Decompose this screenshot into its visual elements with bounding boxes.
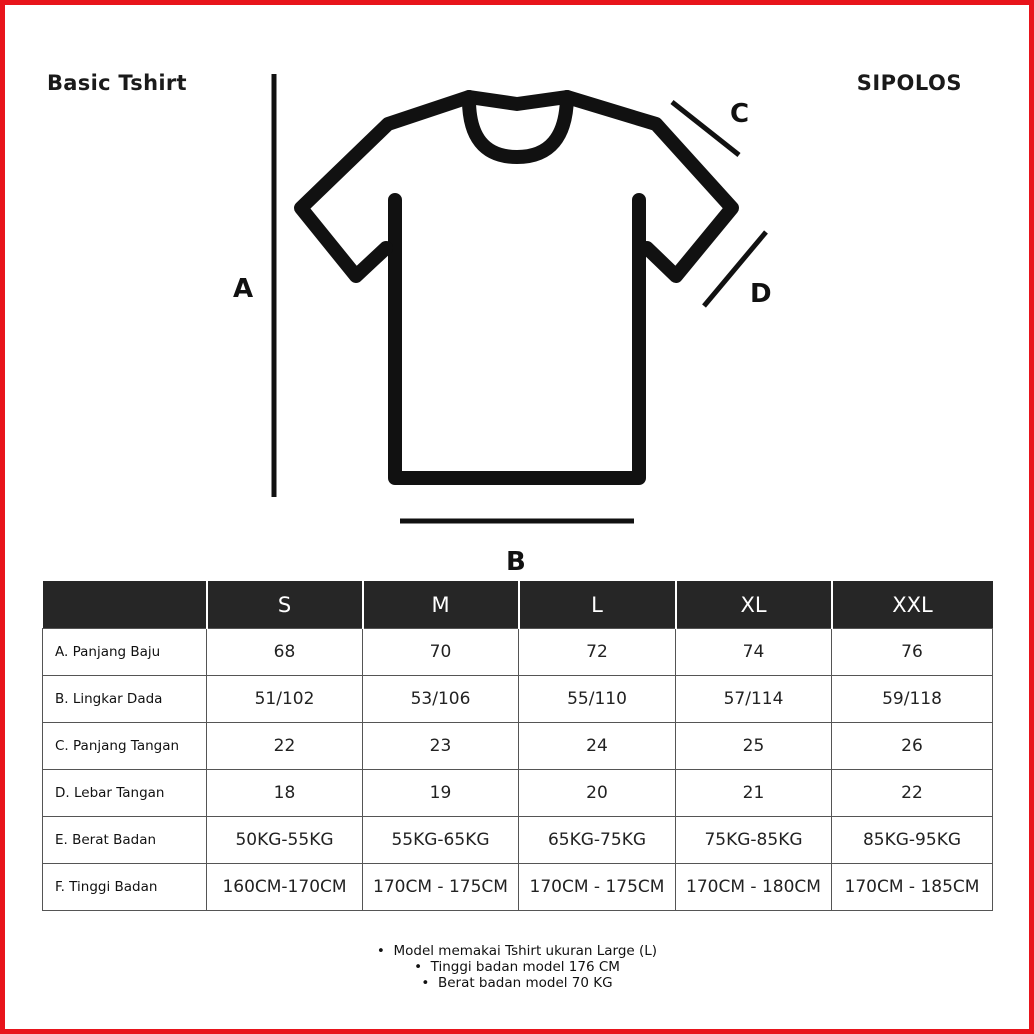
table-cell: 65KG-75KG xyxy=(519,817,676,864)
size-chart-table xyxy=(42,581,993,911)
table-cell: 70 xyxy=(363,629,519,676)
label-b: B xyxy=(506,547,526,577)
row-label: F. Tinggi Badan xyxy=(43,864,207,911)
table-row xyxy=(43,770,993,817)
header-empty-cell xyxy=(43,581,207,629)
table-row xyxy=(43,864,993,911)
table-cell: 25 xyxy=(676,723,832,770)
note-item: • Model memakai Tshirt ukuran Large (L) xyxy=(0,943,1034,959)
table-cell: 51/102 xyxy=(207,676,363,723)
row-label: E. Berat Badan xyxy=(43,817,207,864)
header-size-m: M xyxy=(363,581,519,629)
note-item: • Tinggi badan model 176 CM xyxy=(0,959,1034,975)
table-cell: 22 xyxy=(207,723,363,770)
table-cell: 74 xyxy=(676,629,832,676)
table-cell: 22 xyxy=(832,770,993,817)
table-cell: 21 xyxy=(676,770,832,817)
table-row xyxy=(43,817,993,864)
table-cell: 26 xyxy=(832,723,993,770)
table-cell: 55/110 xyxy=(519,676,676,723)
label-c: C xyxy=(730,99,750,129)
note-item: • Berat badan model 70 KG xyxy=(0,975,1034,991)
table-cell: 170CM - 185CM xyxy=(832,864,993,911)
table-row xyxy=(43,723,993,770)
header-size-l: L xyxy=(519,581,676,629)
header-size-xl: XL xyxy=(676,581,832,629)
table-cell: 57/114 xyxy=(676,676,832,723)
label-a: A xyxy=(233,274,254,304)
header-size-xxl: XXL xyxy=(832,581,993,629)
model-notes xyxy=(0,943,1034,991)
table-cell: 160CM-170CM xyxy=(207,864,363,911)
table-cell: 53/106 xyxy=(363,676,519,723)
table-cell: 19 xyxy=(363,770,519,817)
table-cell: 170CM - 175CM xyxy=(519,864,676,911)
table-cell: 170CM - 180CM xyxy=(676,864,832,911)
tshirt-outline-icon xyxy=(301,97,732,478)
brand-name: SIPOLOS xyxy=(856,71,962,95)
table-header-row xyxy=(43,581,993,629)
table-cell: 170CM - 175CM xyxy=(363,864,519,911)
row-label: D. Lebar Tangan xyxy=(43,770,207,817)
table-cell: 18 xyxy=(207,770,363,817)
row-label: C. Panjang Tangan xyxy=(43,723,207,770)
product-title: Basic Tshirt xyxy=(47,71,187,95)
header-size-s: S xyxy=(207,581,363,629)
table-cell: 72 xyxy=(519,629,676,676)
table-cell: 85KG-95KG xyxy=(832,817,993,864)
table-cell: 20 xyxy=(519,770,676,817)
table-cell: 55KG-65KG xyxy=(363,817,519,864)
table-cell: 24 xyxy=(519,723,676,770)
table-row xyxy=(43,629,993,676)
table-cell: 75KG-85KG xyxy=(676,817,832,864)
row-label: A. Panjang Baju xyxy=(43,629,207,676)
table-cell: 59/118 xyxy=(832,676,993,723)
table-cell: 50KG-55KG xyxy=(207,817,363,864)
table-cell: 76 xyxy=(832,629,993,676)
table-row xyxy=(43,676,993,723)
table-cell: 23 xyxy=(363,723,519,770)
label-d: D xyxy=(750,279,772,309)
row-label: B. Lingkar Dada xyxy=(43,676,207,723)
table-cell: 68 xyxy=(207,629,363,676)
